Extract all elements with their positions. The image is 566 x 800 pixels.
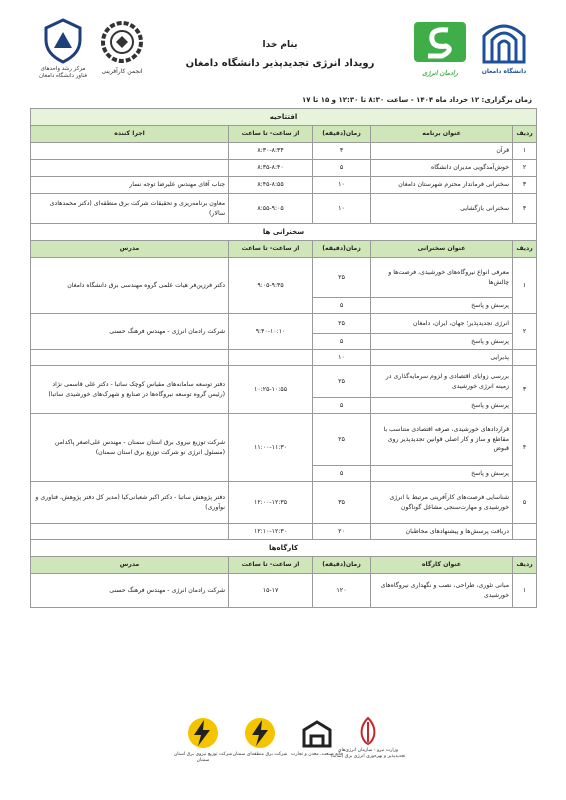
table-row: [31, 143, 537, 160]
row-minutes: ۲۵: [313, 314, 371, 334]
schedule-table: [30, 108, 537, 608]
opening-section-title-row: [31, 109, 537, 126]
row-title: معرفی انواع نیروگاه‌های خورشیدی، فرصت‌ها و چالش‌ها: [371, 258, 513, 298]
industry-house-logo: [300, 718, 334, 750]
row-no: [513, 350, 537, 366]
row-title: قرآن: [371, 143, 513, 160]
col-header-talk: عنوان سخنرانی: [371, 241, 513, 258]
row-no: [513, 524, 537, 540]
row-minutes: ۵: [313, 160, 371, 177]
row-performer: معاون برنامه‌ریزی و تحقیقات شرکت برق منطقه‌ای (دکتر محمدهادی سالار): [31, 194, 229, 224]
table-row: [31, 160, 537, 177]
row-minutes: ۵: [313, 298, 371, 314]
row-time: ۹:۰۵-۹:۳۵: [229, 258, 313, 314]
row-title: پذیرایی: [371, 350, 513, 366]
row-title: خوش‌آمدگویی مدیران دانشگاه: [371, 160, 513, 177]
col-header-time: از ساعت- تا ساعت: [229, 241, 313, 258]
row-time: ۹:۴۰-۱۰:۱۰: [229, 314, 313, 350]
row-minutes: ۲۵: [313, 366, 371, 398]
col-header-minutes: زمان(دقیقه): [313, 557, 371, 574]
row-minutes: ۱۲۰: [313, 574, 371, 608]
row-title: شناسایی فرصت‌های کارآفرینی مرتبط با انرژی خورشیدی و مهارت‌سنجی مشاغل گوناگون: [371, 482, 513, 524]
row-performer: [31, 160, 229, 177]
row-minutes: ۴: [313, 143, 371, 160]
row-minutes: ۵: [313, 398, 371, 414]
radman-energy-caption: رادمان انرژی: [422, 69, 458, 77]
regional-power-logo: [240, 716, 280, 750]
entrepreneur-association-caption: انجمن کارآفرینی: [101, 68, 143, 75]
table-row: [31, 366, 537, 398]
row-title: مبانی تئوری، طراحی، نصب و نگهداری نیروگاه‌های خورشیدی: [371, 574, 513, 608]
row-performer: جناب آقای مهندس علیرضا توجه نسار: [31, 177, 229, 194]
tech-center-logo: [42, 18, 84, 64]
row-minutes: ۲۵: [313, 258, 371, 298]
row-teacher: شرکت رادمان انرژی - مهندس فرهنگ حسنی: [31, 314, 229, 350]
row-no: ۱: [513, 143, 537, 160]
entrepreneur-association-logo: [100, 20, 144, 64]
row-minutes: ۲۰: [313, 524, 371, 540]
ministry-caption: وزارت نیرو - سازمان انرژی‌های تجدیدپذیر و بهره‌وری انرژی برق (ساتبا): [330, 748, 406, 759]
talks-section-title-row: [31, 224, 537, 241]
row-title: قراردادهای خورشیدی، صرفه اقتصادی متناسب با مقاطع و ساز و کار اصلی قوانین تجدیدپذیر روی قبوض: [371, 414, 513, 466]
col-header-time: از ساعت- تا ساعت: [229, 557, 313, 574]
row-teacher: دفتر توسعه سامانه‌های مقیاس کوچک ساتبا - دکتر علی قاسمی نژاد (رئیس گروه توسعه نیروگاه‌ها در صنایع و شهرک‌های خورشیدی ساتبا): [31, 366, 229, 414]
col-header-no: ردیف: [513, 557, 537, 574]
row-time: ۸:۳۵-۸:۴۰: [229, 160, 313, 177]
col-header-teacher: مدرس: [31, 241, 229, 258]
event-title: رویداد انرژی تجدیدپذیر دانشگاه دامغان: [185, 58, 375, 69]
bismillah: بنام خدا: [262, 40, 298, 50]
row-no: ۲: [513, 160, 537, 177]
col-header-workshop: عنوان کارگاه: [371, 557, 513, 574]
damghan-university-logo: [480, 14, 528, 64]
row-minutes: ۱۰: [313, 350, 371, 366]
workshops-section-title-row: [31, 540, 537, 557]
col-header-minutes: زمان(دقیقه): [313, 241, 371, 258]
tech-center-caption: مرکز رشد واحدهای فناور دانشگاه دامغان: [38, 66, 88, 79]
row-minutes: ۵: [313, 334, 371, 350]
row-title: پرسش و پاسخ: [371, 298, 513, 314]
row-minutes: ۵: [313, 466, 371, 482]
col-header-minutes: زمان(دقیقه): [313, 126, 371, 143]
row-no: ۴: [513, 414, 537, 482]
col-header-no: ردیف: [513, 241, 537, 258]
table-row: [31, 414, 537, 466]
row-no: ۳: [513, 177, 537, 194]
table-row: [31, 350, 537, 366]
row-title: پرسش و پاسخ: [371, 334, 513, 350]
row-title: سخنرانی فرماندار محترم شهرستان دامغان: [371, 177, 513, 194]
col-header-teacher: مدرس: [31, 557, 229, 574]
table-row: [31, 524, 537, 540]
row-teacher: [31, 524, 229, 540]
row-no: ۳: [513, 366, 537, 414]
row-time: [229, 350, 313, 366]
workshops-header-row: [31, 557, 537, 574]
table-row: [31, 194, 537, 224]
damghan-university-caption: دانشگاه دامغان: [481, 68, 527, 75]
row-minutes: ۳۵: [313, 482, 371, 524]
row-teacher: شرکت توزیع نیروی برق استان سمنان - مهندس علی‌اصغر پاکدامن (مسئول انرژی نو شرکت توزیع برق استان سمنان): [31, 414, 229, 482]
row-title: پرسش و پاسخ: [371, 398, 513, 414]
row-no: ۵: [513, 482, 537, 524]
row-time: ۱۵-۱۷: [229, 574, 313, 608]
row-time: ۱۲:۱۰-۱۲:۳۰: [229, 524, 313, 540]
opening-section-title: افتتاحیه: [31, 109, 537, 126]
event-date-line: زمان برگزاری: ۱۲ خرداد ماه ۱۴۰۴ - ساعت ۸:۳۰ تا ۱۲:۳۰ و ۱۵ تا ۱۷: [302, 96, 532, 104]
row-no: ۲: [513, 314, 537, 350]
row-no: ۱: [513, 574, 537, 608]
row-no: ۱: [513, 258, 537, 314]
row-title: بررسی زوایای اقتصادی و لزوم سرمایه‌گذاری در زمینه انرژی خورشیدی: [371, 366, 513, 398]
row-teacher: شرکت رادمان انرژی - مهندس فرهنگ حسنی: [31, 574, 229, 608]
table-row: [31, 258, 537, 298]
row-time: ۱۲:۰۰-۱۲:۳۵: [229, 482, 313, 524]
opening-header-row: [31, 126, 537, 143]
row-minutes: ۲۵: [313, 414, 371, 466]
row-title: سخنرانی بازگشایی: [371, 194, 513, 224]
col-header-no: ردیف: [513, 126, 537, 143]
row-minutes: ۱۰: [313, 177, 371, 194]
row-teacher: دفتر پژوهش ساتبا - دکتر اکبر شعبانی‌کیا (مدیر کل دفتر پژوهش، فناوری و نوآوری): [31, 482, 229, 524]
talks-section-title: سخنرانی ها: [31, 224, 537, 241]
row-teacher: دکتر فرزین‌فر هیات علمی گروه مهندسی برق دانشگاه دامغان: [31, 258, 229, 314]
col-header-program: عنوان برنامه: [371, 126, 513, 143]
table-row: [31, 314, 537, 334]
row-title: دریافت پرسش‌ها و پیشنهادهای مخاطبان: [371, 524, 513, 540]
table-row: [31, 574, 537, 608]
table-row: [31, 482, 537, 524]
row-time: ۱۱:۰۰-۱۱:۳۰: [229, 414, 313, 482]
row-teacher: [31, 350, 229, 366]
row-title: پرسش و پاسخ: [371, 466, 513, 482]
row-performer: [31, 143, 229, 160]
col-header-time: از ساعت- تا ساعت: [229, 126, 313, 143]
col-header-performer: اجرا کننده: [31, 126, 229, 143]
distribution-company-logo: [184, 716, 222, 750]
talks-header-row: [31, 241, 537, 258]
row-minutes: ۱۰: [313, 194, 371, 224]
industry-house-caption: خانه صنعت، معدن و تجارت: [290, 752, 344, 757]
row-no: ۴: [513, 194, 537, 224]
workshops-section-title: کارگاه‌ها: [31, 540, 537, 557]
row-time: ۱۰:۲۵-۱۰:۵۵: [229, 366, 313, 414]
row-title: انرژی تجدیدپذیر؛ جهان، ایران، دامغان: [371, 314, 513, 334]
regional-power-caption: شرکت برق منطقه‌ای سمنان: [232, 752, 288, 757]
page-footer: [0, 712, 566, 792]
ministry-emblem-logo: [356, 716, 380, 746]
page-header: [0, 0, 566, 112]
row-time: ۸:۵۵-۹:۰۵: [229, 194, 313, 224]
radman-energy-logo: [412, 20, 468, 66]
row-time: ۸:۳۰-۸:۳۴: [229, 143, 313, 160]
row-time: ۸:۴۵-۸:۵۵: [229, 177, 313, 194]
table-row: [31, 177, 537, 194]
distribution-company-caption: شرکت توزیع نیروی برق استان سمنان: [173, 752, 233, 763]
